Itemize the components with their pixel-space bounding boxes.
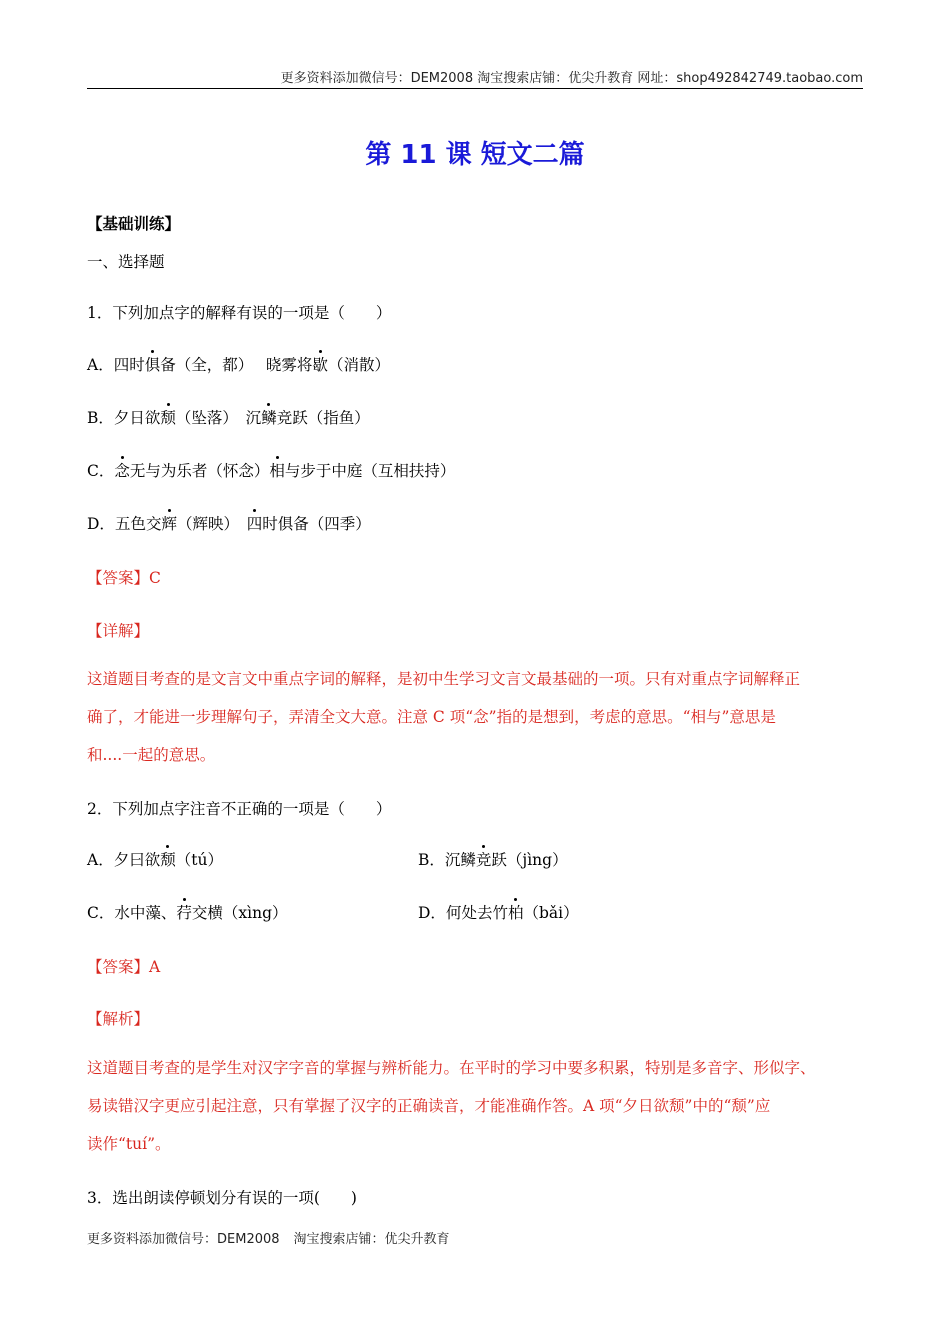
dotted-char: 歇	[312, 353, 328, 375]
dotted-char: 四	[247, 512, 263, 534]
dotted-char: 颓	[160, 848, 176, 870]
q2-stem: 2．下列加点字注音不正确的一项是（ ）	[87, 800, 392, 818]
dotted-char: 俱	[145, 353, 161, 375]
q1-answer: 【答案】C	[87, 569, 161, 587]
q2-option-a: A．夕曰欲颓（tú）	[87, 848, 223, 870]
option-label: A．	[87, 356, 114, 374]
page-footer: 更多资料添加微信号：DEM2008 淘宝搜索店铺：优尖升教育	[87, 1232, 450, 1247]
q3-stem: 3．选出朗读停顿划分有误的一项( )	[87, 1189, 357, 1207]
dotted-char: 相	[269, 459, 285, 481]
part-heading: 一、选择题	[87, 253, 165, 271]
q2-analysis-label: 【解析】	[87, 1010, 150, 1028]
q2-option-d: D．何处去竹柏（bǎi）	[418, 901, 579, 923]
section-heading: 【基础训练】	[87, 214, 181, 233]
option-label: B．	[87, 409, 114, 427]
q1-option-b: B．夕日欲颓（坠落） 沉鳞竞跃（指鱼）	[87, 406, 370, 428]
q2-option-c: C．水中藻、荇交横（xìng）	[87, 901, 288, 923]
q1-stem: 1．下列加点字的解释有误的一项是（ ）	[87, 304, 392, 322]
dotted-char: 念	[114, 459, 130, 481]
q1-detail-label: 【详解】	[87, 622, 150, 640]
option-label: C．	[87, 462, 115, 480]
q2-answer: 【答案】A	[87, 958, 161, 976]
dotted-char: 竞	[476, 848, 492, 870]
page-header: 更多资料添加微信号：DEM2008 淘宝搜索店铺：优尖升教育 网址：shop492842749.taobao.com	[280, 71, 863, 86]
q1-option-c: C．念无与为乐者（怀念）相与步于中庭（互相扶持）	[87, 459, 455, 481]
dotted-char: 鳞	[261, 406, 277, 428]
lesson-title: 第 11 课 短文二篇	[365, 140, 585, 170]
dotted-char: 颓	[160, 406, 176, 428]
header-divider	[87, 88, 863, 89]
q1-detail-text: 这道题目考查的是文言文中重点字词的解释，是初中生学习文言文最基础的一项。只有对重点字词解释正 确了，才能进一步理解句子，弄清全文大意。注意 C 项“念”指的是想到，考虑的意思。“相与”意思是 和....一起的意思。	[87, 670, 801, 764]
q2-option-b: B．沉鳞竞跃（jìng）	[418, 848, 568, 870]
q1-option-d: D．五色交辉（辉映） 四时俱备（四季）	[87, 512, 371, 534]
option-label: D．	[87, 515, 115, 533]
q1-option-a: A．四时俱备（全，都） 晓雾将歇（消散）	[87, 353, 390, 375]
q2-analysis-text: 这道题目考查的是学生对汉字字音的掌握与辨析能力。在平时的学习中要多积累，特别是多音字、形似字、 易读错汉字更应引起注意，只有掌握了汉字的正确读音，才能准确作答。A 项“夕日欲颓”中的“颓”应 读作“tuí”。	[87, 1059, 816, 1153]
dotted-char: 荇	[176, 901, 192, 923]
dotted-char: 辉	[161, 512, 177, 534]
dotted-char: 柏	[508, 901, 524, 923]
